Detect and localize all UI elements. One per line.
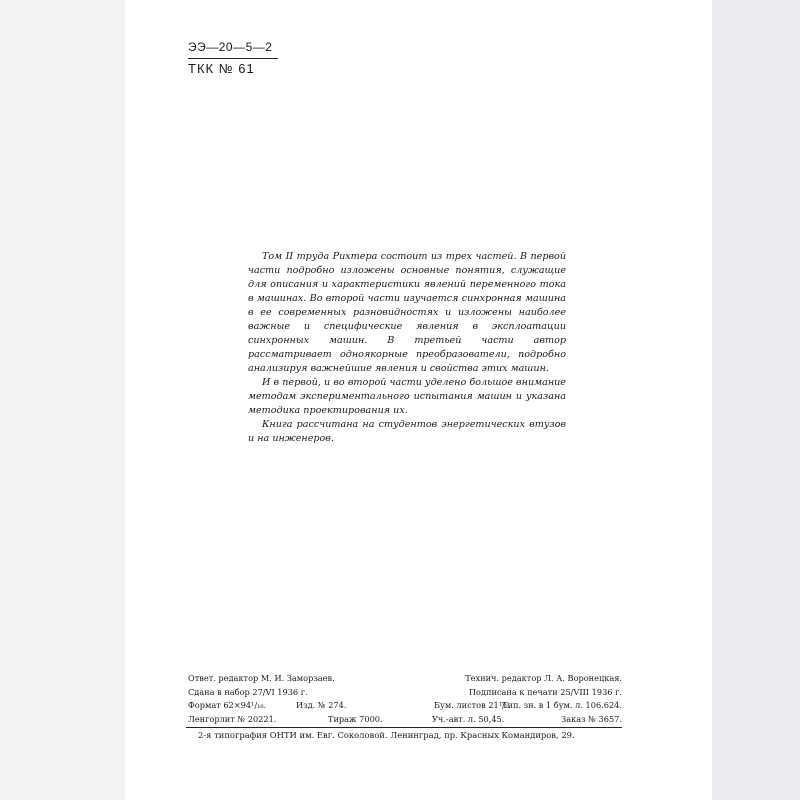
signed-date: Подписана к печати 25/VIII 1936 г. <box>468 686 622 697</box>
imprint-row-editors <box>188 672 622 686</box>
printer-credit: 2-я типография ОНТИ им. Евг. Соколовой. Ленинград, пр. Красных Командиров, 29. <box>198 730 575 740</box>
imprint-row-format <box>188 699 622 713</box>
imprint-divider <box>186 727 622 728</box>
right-margin-strip <box>712 0 800 800</box>
classification-rule <box>188 58 278 59</box>
left-margin-strip <box>0 0 125 800</box>
classification-code-block <box>188 38 280 77</box>
technical-editor: Технич. редактор Л. А. Воронецкая. <box>465 673 622 683</box>
tkk-number: ТКК № 61 <box>188 61 255 76</box>
izd-number: Изд. № 274. <box>296 700 347 710</box>
author-sheets: Уч.-авт. л. 50,45. <box>432 713 505 724</box>
abstract-paragraph-2: И в первой, и во второй части уделено большое внимание методам экспериментального испытания машин и указана методика проектирования их. <box>248 377 566 416</box>
imprint-row-dates <box>188 686 622 700</box>
page-format: Формат 62×94¹/₁₆. <box>188 700 267 710</box>
print-run: Тираж 7000. <box>328 713 383 724</box>
order-number: Заказ № 3657. <box>561 713 622 724</box>
typographic-signs: Тип. зн. в 1 бум. л. 106.624. <box>502 700 622 710</box>
imprint-block <box>188 672 622 726</box>
book-abstract <box>248 250 566 446</box>
classification-code: ЭЭ—20—5—2 <box>188 40 273 54</box>
abstract-paragraph-3: Книга рассчитана на студентов энергетических втузов и на инженеров. <box>248 419 566 444</box>
submitted-date: Сдана в набор 27/VI 1936 г. <box>188 686 308 697</box>
responsible-editor: Ответ. редактор М. И. Заморзаев. <box>188 673 335 683</box>
imprint-row-lengorlit <box>188 713 622 727</box>
lengorlit-number: Ленгорлит № 20221. <box>188 713 277 724</box>
abstract-paragraph-1: Том II труда Рихтера состоит из трех частей. В первой части подробно изложены основные понятия, служащие для описания и характеристики явлений переменного тока в машинах. Во второй части изучается синхронная машина в ее современных разновидностях и изложены наиболее важные и специфические явления в эксплоатации синхронных машин. В третьей части автор рассматривает одноякорные преобразователи, подробно анализируя важнейшие явления и свойства этих машин. <box>248 251 566 374</box>
paper-sheets: Бум. листов 21¹/₂. <box>434 700 511 710</box>
